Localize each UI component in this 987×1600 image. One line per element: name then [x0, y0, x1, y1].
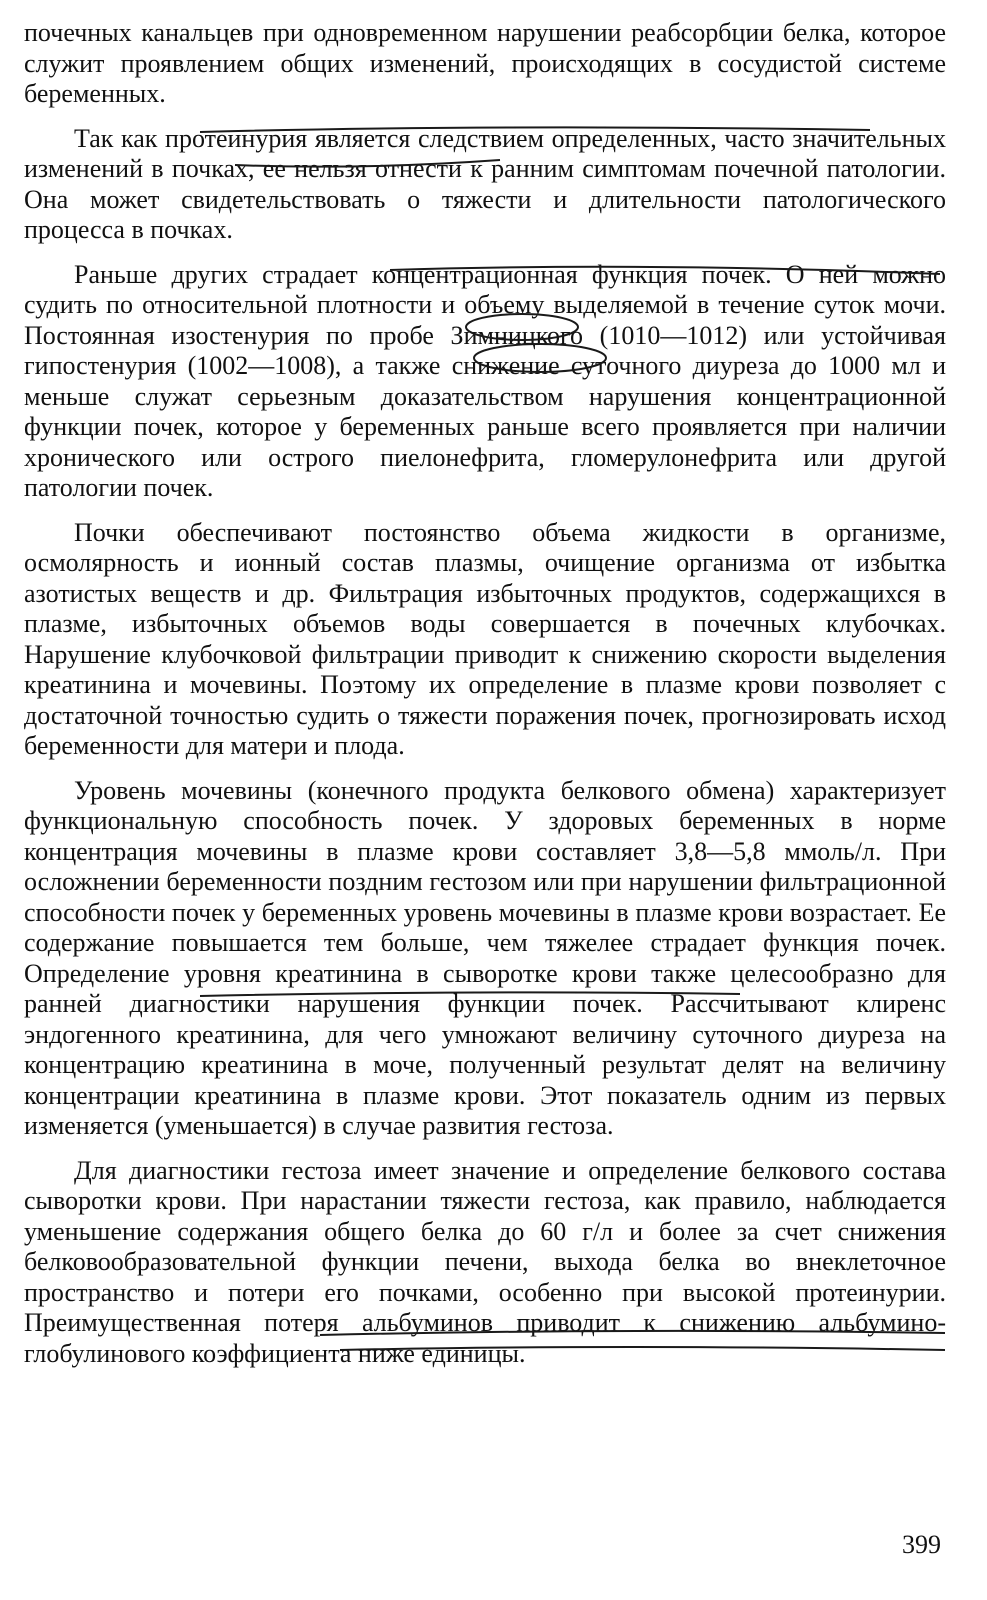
- paragraph-serum-protein: Для диагностики гестоза имеет значение и определение белкового состава сыворотки крови. При нарастании тяжести гестоза, как правило, наблюдается уменьшение содержания общего белка до 60 г/л и более за счет снижения белковообразовательной функции печени, выхода белка во внеклеточное пространство и потери его почками, особенно при высокой протеинурии. Преимущественная потеря альбуминов приводит к снижению альбумино-глобулинового коэффициента ниже единицы.: [24, 1155, 946, 1368]
- page-number: 399: [902, 1530, 941, 1559]
- paragraph-proteinuria: Так как протеинурия является следствием определенных, часто значительных изменений в почках, ее нельзя отнести к ранним симптомам почечной патологии. Она может свидетельствовать о тяжести и длительности патологического процесса в почках.: [24, 123, 946, 244]
- document-page: [24, 18, 946, 1578]
- paragraph-urea-creatinine: Уровень мочевины (конечного продукта белкового обмена) характеризует функциональную способность почек. У здоровых беременных в норме концентрация мочевины в плазме крови составляет 3,8—5,8 ммоль/л. При осложнении беременности поздним гестозом или при нарушении фильтрационной способности почек у беременных уровень мочевины в плазме крови возрастает. Ее содержание повышается тем больше, чем тяжелее страдает функция почек. Определение уровня креатинина в сыворотке крови также целесообразно для ранней диагностики нарушения функции почек. Рассчитывают клиренс эндогенного креатинина, для чего умножают величину суточного диуреза на концентрацию креатинина в моче, полученный результат делят на величину концентрации креатинина в плазме крови. Этот показатель одним из первых изменяется (уменьшается) в случае развития гестоза.: [24, 775, 946, 1140]
- paragraph-continuation: почечных канальцев при одновременном нарушении реабсорбции белка, которое служит проявлением общих изменений, происходящих в сосудистой системе беременных.: [24, 18, 946, 108]
- paragraph-kidney-functions: Почки обеспечивают постоянство объема жидкости в организме, осмолярность и ионный состав плазмы, очищение организма от избытка азотистых веществ и др. Фильтрация избыточных продуктов, содержащихся в плазме, избыточных объемов воды совершается в почечных клубочках. Нарушение клубочковой фильтрации приводит к снижению скорости выделения креатинина и мочевины. Поэтому их определение в плазме крови позволяет с достаточной точностью судить о тяжести поражения почек, прогнозировать исход беременности для матери и плода.: [24, 517, 946, 760]
- paragraph-concentration-function: Раньше других страдает концентрационная функция почек. О ней можно судить по относительной плотности и объему выделяемой в течение суток мочи. Постоянная изостенурия по пробе Зимницкого (1010—1012) или устойчивая гипостенурия (1002—1008), а также снижение суточного диуреза до 1000 мл и меньше служат серьезным доказательством нарушения концентрационной функции почек, которое у беременных раньше всего проявляется при наличии хронического или острого пиелонефрита, гломерулонефрита или другой патологии почек.: [24, 259, 946, 502]
